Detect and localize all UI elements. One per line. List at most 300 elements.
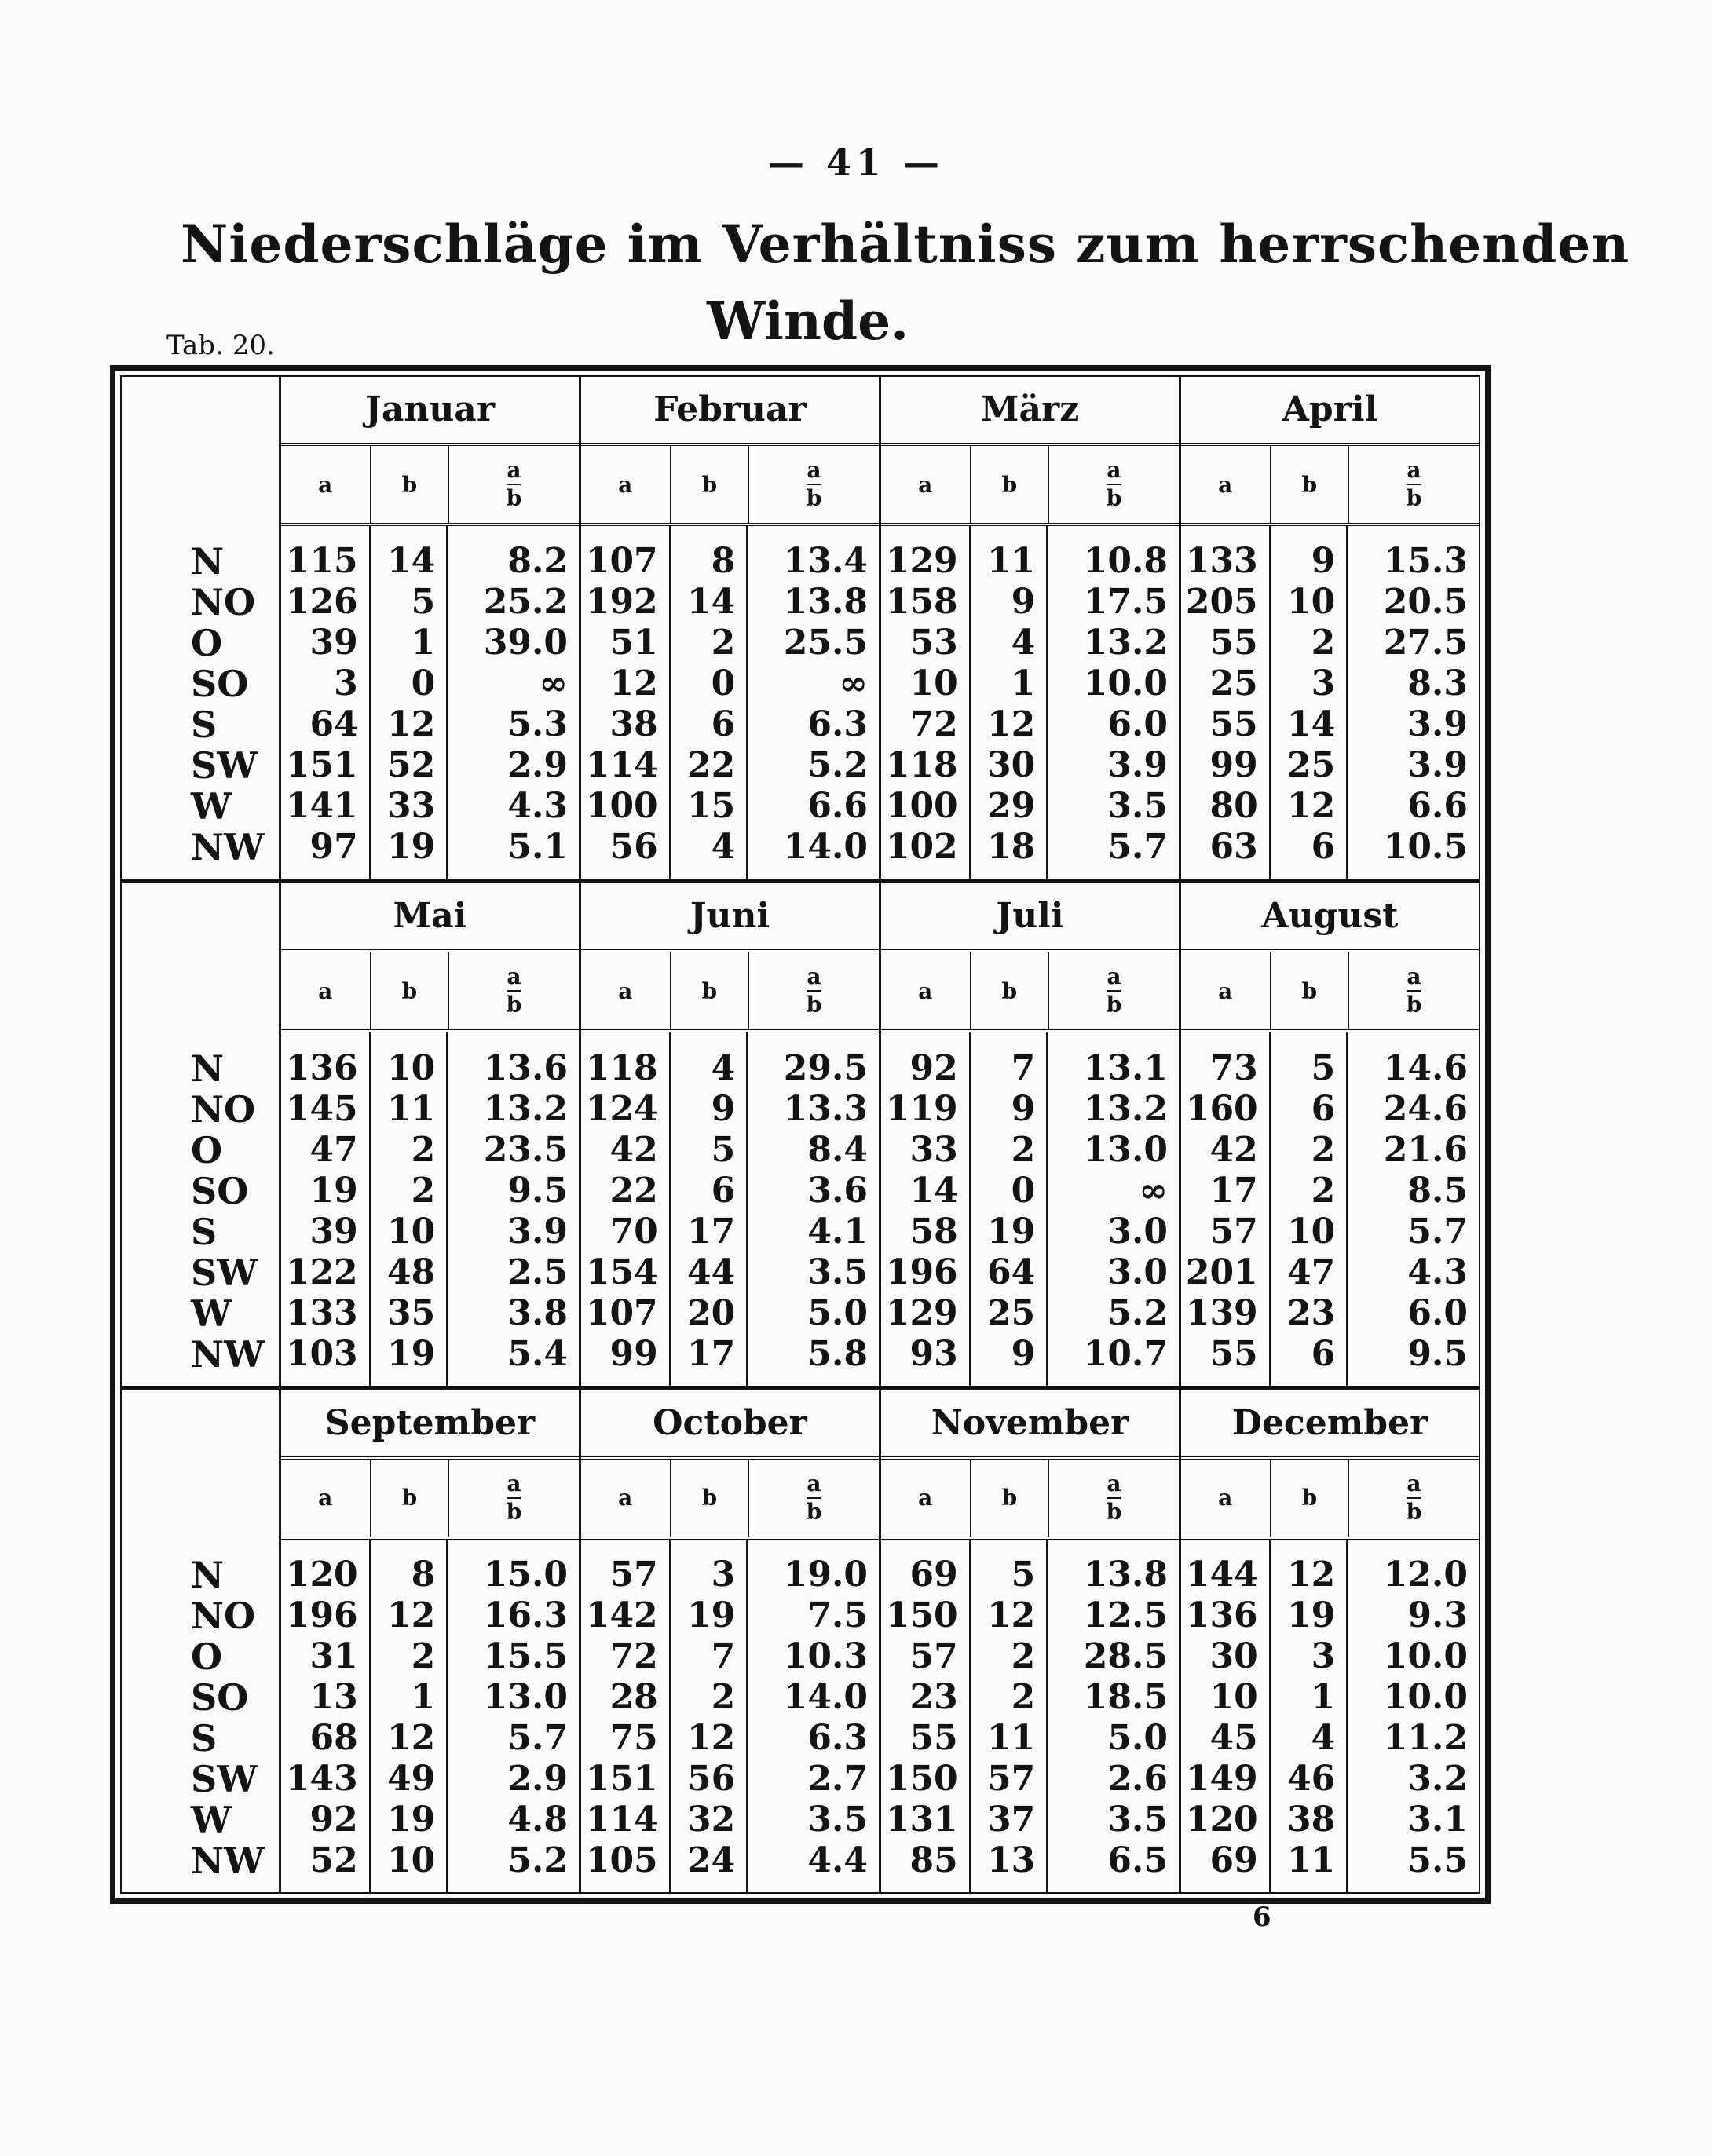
month-values bbox=[881, 1032, 1179, 1385]
column-header-ratio bbox=[1049, 446, 1179, 523]
value-a: 136 bbox=[1185, 1595, 1258, 1635]
value-ratio: 9.5 bbox=[507, 1170, 568, 1211]
value-a: 63 bbox=[1209, 827, 1258, 868]
ratio-fraction bbox=[507, 459, 522, 510]
ratio-fraction bbox=[1407, 1472, 1422, 1524]
month-name: Juli bbox=[881, 883, 1179, 952]
value-ratio: 12.0 bbox=[1383, 1554, 1468, 1595]
value-ratio: ∞ bbox=[1139, 1170, 1168, 1211]
direction-list bbox=[122, 541, 279, 868]
value-a: 126 bbox=[285, 582, 358, 623]
page-title-line2: Winde. bbox=[707, 291, 909, 352]
value-ratio: 3.1 bbox=[1407, 1799, 1468, 1840]
ratio-denominator: b bbox=[1406, 992, 1422, 1018]
value-ratio: 12.5 bbox=[1083, 1595, 1168, 1635]
value-b: 5 bbox=[1011, 1554, 1036, 1595]
column-a bbox=[281, 1540, 371, 1892]
column-b bbox=[371, 1540, 448, 1892]
value-a: 13 bbox=[309, 1676, 358, 1717]
value-b: 52 bbox=[386, 745, 436, 786]
value-b: 14 bbox=[1286, 704, 1336, 745]
value-ratio: 5.2 bbox=[1107, 1292, 1168, 1333]
value-ratio: 10.0 bbox=[1383, 1635, 1468, 1676]
column-b bbox=[1271, 1540, 1348, 1892]
month-block bbox=[579, 883, 879, 1385]
month-block bbox=[879, 1390, 1179, 1892]
column-header-b: b bbox=[671, 1460, 750, 1537]
value-ratio: 6.3 bbox=[807, 1717, 868, 1758]
value-b: 2 bbox=[1011, 1635, 1036, 1676]
direction-label: SW bbox=[191, 1251, 258, 1294]
value-ratio: 15.5 bbox=[483, 1635, 568, 1676]
value-b: 1 bbox=[1311, 1676, 1336, 1717]
value-b: 5 bbox=[1311, 1047, 1336, 1088]
value-a: 192 bbox=[585, 582, 658, 623]
column-header-ratio bbox=[449, 952, 579, 1029]
ratio-denominator: b bbox=[806, 485, 822, 511]
value-b: 6 bbox=[711, 1170, 736, 1211]
direction-label: S bbox=[191, 1210, 218, 1253]
value-a: 72 bbox=[909, 704, 958, 745]
month-block bbox=[1179, 1390, 1479, 1892]
direction-label: W bbox=[191, 1798, 232, 1841]
value-b: 2 bbox=[411, 1635, 436, 1676]
sub-header-row bbox=[1181, 1460, 1479, 1540]
value-b: 10 bbox=[1286, 1211, 1336, 1252]
value-b: 2 bbox=[1011, 1676, 1036, 1717]
table-label: Tab. 20. bbox=[166, 330, 275, 361]
value-b: 56 bbox=[686, 1758, 736, 1799]
direction-label: O bbox=[191, 1128, 223, 1171]
value-ratio: 5.7 bbox=[1407, 1211, 1468, 1252]
value-a: 99 bbox=[609, 1333, 658, 1374]
page-number: — 41 — bbox=[767, 141, 945, 184]
column-header-ratio bbox=[749, 1460, 879, 1537]
value-a: 92 bbox=[309, 1799, 358, 1840]
column-header-b: b bbox=[1271, 446, 1350, 523]
column-b bbox=[971, 526, 1048, 879]
direction-label: N bbox=[191, 540, 225, 583]
value-a: 38 bbox=[609, 704, 658, 745]
value-a: 160 bbox=[1185, 1088, 1258, 1129]
value-a: 158 bbox=[885, 582, 958, 623]
value-a: 118 bbox=[885, 745, 958, 786]
value-a: 92 bbox=[909, 1047, 958, 1088]
value-ratio: 6.5 bbox=[1107, 1840, 1168, 1880]
value-a: 107 bbox=[585, 1292, 658, 1333]
value-ratio: 5.3 bbox=[507, 704, 568, 745]
value-ratio: 15.0 bbox=[483, 1554, 568, 1595]
value-ratio: 13.8 bbox=[783, 582, 868, 623]
value-a: 103 bbox=[285, 1333, 358, 1374]
value-ratio: 16.3 bbox=[483, 1595, 568, 1635]
value-a: 115 bbox=[285, 541, 358, 582]
month-name: September bbox=[281, 1390, 579, 1460]
value-b: 2 bbox=[711, 1676, 736, 1717]
sub-header-row bbox=[1181, 446, 1479, 526]
value-a: 205 bbox=[1185, 582, 1258, 623]
direction-label: SW bbox=[191, 1757, 258, 1800]
column-header-a: a bbox=[581, 446, 671, 523]
sub-header-row bbox=[881, 446, 1179, 526]
column-header-a: a bbox=[881, 446, 971, 523]
month-block bbox=[1179, 883, 1479, 1385]
value-ratio: 3.9 bbox=[1107, 745, 1168, 786]
value-b: 10 bbox=[386, 1047, 436, 1088]
value-a: 55 bbox=[1209, 623, 1258, 663]
value-ratio: 6.3 bbox=[807, 704, 868, 745]
value-ratio: 28.5 bbox=[1083, 1635, 1168, 1676]
column-b bbox=[371, 1032, 448, 1385]
column-a bbox=[1181, 526, 1271, 879]
ratio-fraction bbox=[807, 1472, 822, 1524]
month-values bbox=[581, 1540, 879, 1892]
value-b: 20 bbox=[686, 1292, 736, 1333]
sub-header-row bbox=[881, 1460, 1179, 1540]
value-ratio: 10.3 bbox=[783, 1635, 868, 1676]
direction-label: W bbox=[191, 785, 232, 828]
month-block bbox=[879, 377, 1179, 879]
ratio-numerator: a bbox=[1107, 963, 1121, 990]
value-b: 8 bbox=[711, 541, 736, 582]
value-b: 2 bbox=[1311, 623, 1336, 663]
value-a: 201 bbox=[1185, 1252, 1258, 1292]
month-values bbox=[1181, 1032, 1479, 1385]
column-a bbox=[881, 1032, 971, 1385]
value-ratio: 15.3 bbox=[1383, 541, 1468, 582]
direction-label: NO bbox=[191, 1087, 256, 1131]
value-a: 45 bbox=[1209, 1717, 1258, 1758]
value-b: 0 bbox=[711, 663, 736, 704]
value-ratio: 25.5 bbox=[783, 623, 868, 663]
value-b: 5 bbox=[711, 1129, 736, 1170]
value-ratio: 19.0 bbox=[783, 1554, 868, 1595]
direction-label: NO bbox=[191, 1594, 256, 1637]
value-a: 141 bbox=[285, 786, 358, 827]
value-a: 129 bbox=[885, 541, 958, 582]
value-a: 105 bbox=[585, 1840, 658, 1880]
column-ratio bbox=[1048, 1032, 1179, 1385]
value-b: 6 bbox=[711, 704, 736, 745]
direction-label: SO bbox=[191, 1169, 249, 1212]
value-b: 0 bbox=[1011, 1170, 1036, 1211]
value-b: 7 bbox=[1011, 1047, 1036, 1088]
month-name: Februar bbox=[581, 377, 879, 446]
value-a: 196 bbox=[285, 1595, 358, 1635]
value-ratio: 5.0 bbox=[807, 1292, 868, 1333]
value-a: 151 bbox=[285, 745, 358, 786]
column-header-a: a bbox=[1181, 952, 1271, 1029]
column-a bbox=[281, 526, 371, 879]
column-header-b: b bbox=[371, 1460, 450, 1537]
value-a: 55 bbox=[1209, 704, 1258, 745]
value-b: 47 bbox=[1286, 1252, 1336, 1292]
ratio-denominator: b bbox=[506, 485, 522, 511]
value-ratio: 5.2 bbox=[807, 745, 868, 786]
value-b: 9 bbox=[1011, 1333, 1036, 1374]
direction-list bbox=[122, 1048, 279, 1375]
value-ratio: 18.5 bbox=[1083, 1676, 1168, 1717]
value-b: 1 bbox=[411, 623, 436, 663]
value-a: 80 bbox=[1209, 786, 1258, 827]
value-a: 10 bbox=[909, 663, 958, 704]
value-a: 31 bbox=[309, 1635, 358, 1676]
value-ratio: 8.5 bbox=[1407, 1170, 1468, 1211]
value-b: 29 bbox=[986, 786, 1036, 827]
value-ratio: 13.3 bbox=[783, 1088, 868, 1129]
value-ratio: 2.9 bbox=[507, 1758, 568, 1799]
value-a: 119 bbox=[885, 1088, 958, 1129]
value-ratio: 8.3 bbox=[1407, 663, 1468, 704]
value-a: 139 bbox=[1185, 1292, 1258, 1333]
column-header-b: b bbox=[671, 446, 750, 523]
month-values bbox=[881, 1540, 1179, 1892]
value-ratio: 10.7 bbox=[1083, 1333, 1168, 1374]
value-ratio: 6.6 bbox=[1407, 786, 1468, 827]
ratio-denominator: b bbox=[506, 992, 522, 1018]
value-b: 17 bbox=[686, 1211, 736, 1252]
ratio-numerator: a bbox=[1407, 1470, 1421, 1496]
value-b: 37 bbox=[986, 1799, 1036, 1840]
value-a: 122 bbox=[285, 1252, 358, 1292]
value-b: 2 bbox=[411, 1170, 436, 1211]
sub-header-row bbox=[581, 1460, 879, 1540]
value-b: 9 bbox=[1011, 582, 1036, 623]
column-header-b: b bbox=[971, 952, 1050, 1029]
value-b: 19 bbox=[1286, 1595, 1336, 1635]
column-header-ratio bbox=[449, 1460, 579, 1537]
value-ratio: 2.9 bbox=[507, 745, 568, 786]
column-header-ratio bbox=[449, 446, 579, 523]
month-values bbox=[281, 1032, 579, 1385]
value-b: 25 bbox=[1286, 745, 1336, 786]
value-ratio: 4.8 bbox=[507, 1799, 568, 1840]
value-a: 144 bbox=[1185, 1554, 1258, 1595]
value-a: 196 bbox=[885, 1252, 958, 1292]
value-ratio: 14.0 bbox=[783, 1676, 868, 1717]
month-name: November bbox=[881, 1390, 1179, 1460]
ratio-fraction bbox=[1107, 1472, 1122, 1524]
value-ratio: 5.7 bbox=[507, 1717, 568, 1758]
value-b: 23 bbox=[1286, 1292, 1336, 1333]
column-header-b: b bbox=[671, 952, 750, 1029]
value-a: 42 bbox=[609, 1129, 658, 1170]
value-b: 6 bbox=[1311, 827, 1336, 868]
month-name: Mai bbox=[281, 883, 579, 952]
value-b: 3 bbox=[711, 1554, 736, 1595]
value-ratio: 17.5 bbox=[1083, 582, 1168, 623]
sub-header-row bbox=[281, 446, 579, 526]
value-ratio: 23.5 bbox=[483, 1129, 568, 1170]
month-name: December bbox=[1181, 1390, 1479, 1460]
value-ratio: 2.5 bbox=[507, 1252, 568, 1292]
column-ratio bbox=[1348, 1540, 1479, 1892]
direction-label: NO bbox=[191, 581, 256, 624]
ratio-fraction bbox=[1407, 965, 1422, 1017]
value-b: 10 bbox=[386, 1840, 436, 1880]
value-a: 56 bbox=[609, 827, 658, 868]
direction-label: S bbox=[191, 703, 218, 747]
value-ratio: 27.5 bbox=[1383, 623, 1468, 663]
value-ratio: 3.9 bbox=[507, 1211, 568, 1252]
column-header-b: b bbox=[371, 446, 450, 523]
value-b: 14 bbox=[686, 582, 736, 623]
value-a: 33 bbox=[909, 1129, 958, 1170]
value-ratio: 3.5 bbox=[807, 1799, 868, 1840]
value-ratio: 3.9 bbox=[1407, 745, 1468, 786]
ratio-numerator: a bbox=[507, 457, 521, 483]
value-ratio: 13.6 bbox=[483, 1047, 568, 1088]
value-ratio: 3.5 bbox=[807, 1252, 868, 1292]
value-ratio: 10.8 bbox=[1083, 541, 1168, 582]
value-b: 10 bbox=[1286, 582, 1336, 623]
value-a: 75 bbox=[609, 1717, 658, 1758]
ratio-fraction bbox=[1407, 459, 1422, 510]
value-a: 57 bbox=[1209, 1211, 1258, 1252]
value-a: 131 bbox=[885, 1799, 958, 1840]
column-header-b: b bbox=[1271, 1460, 1350, 1537]
column-ratio bbox=[1348, 1032, 1479, 1385]
value-b: 17 bbox=[686, 1333, 736, 1374]
value-a: 55 bbox=[1209, 1333, 1258, 1374]
value-a: 136 bbox=[285, 1047, 358, 1088]
ratio-fraction bbox=[807, 459, 822, 510]
ratio-numerator: a bbox=[507, 963, 521, 990]
value-a: 53 bbox=[909, 623, 958, 663]
value-b: 19 bbox=[386, 1333, 436, 1374]
value-b: 7 bbox=[711, 1635, 736, 1676]
value-b: 12 bbox=[986, 704, 1036, 745]
direction-label: NW bbox=[191, 826, 265, 869]
value-ratio: 2.6 bbox=[1107, 1758, 1168, 1799]
month-values bbox=[281, 526, 579, 879]
value-ratio: 5.0 bbox=[1107, 1717, 1168, 1758]
ratio-fraction bbox=[1107, 965, 1122, 1017]
value-b: 11 bbox=[386, 1088, 436, 1129]
value-ratio: 5.2 bbox=[507, 1840, 568, 1880]
column-b bbox=[1271, 1032, 1348, 1385]
value-a: 69 bbox=[1209, 1840, 1258, 1880]
value-ratio: 13.0 bbox=[483, 1676, 568, 1717]
ratio-numerator: a bbox=[507, 1470, 521, 1496]
value-ratio: 13.8 bbox=[1083, 1554, 1168, 1595]
month-block bbox=[279, 377, 579, 879]
column-header-a: a bbox=[281, 1460, 371, 1537]
value-a: 64 bbox=[309, 704, 358, 745]
value-b: 4 bbox=[711, 827, 736, 868]
month-name: August bbox=[1181, 883, 1479, 952]
value-b: 12 bbox=[1286, 1554, 1336, 1595]
value-a: 118 bbox=[585, 1047, 658, 1088]
value-b: 4 bbox=[1311, 1717, 1336, 1758]
column-ratio bbox=[448, 1032, 579, 1385]
value-ratio: 25.2 bbox=[483, 582, 568, 623]
value-ratio: 4.3 bbox=[507, 786, 568, 827]
value-b: 12 bbox=[386, 1717, 436, 1758]
column-b bbox=[371, 526, 448, 879]
value-ratio: 29.5 bbox=[783, 1047, 868, 1088]
column-ratio bbox=[748, 1540, 879, 1892]
value-ratio: 6.0 bbox=[1407, 1292, 1468, 1333]
value-b: 6 bbox=[1311, 1088, 1336, 1129]
direction-label: NW bbox=[191, 1839, 265, 1882]
value-ratio: 39.0 bbox=[483, 623, 568, 663]
value-ratio: 10.0 bbox=[1083, 663, 1168, 704]
value-b: 33 bbox=[386, 786, 436, 827]
month-block bbox=[879, 883, 1179, 1385]
value-a: 73 bbox=[1209, 1047, 1258, 1088]
precipitation-wind-table bbox=[110, 365, 1491, 1904]
value-ratio: 5.5 bbox=[1407, 1840, 1468, 1880]
ratio-fraction bbox=[507, 965, 522, 1017]
sub-header-row bbox=[581, 446, 879, 526]
value-ratio: 3.9 bbox=[1407, 704, 1468, 745]
value-b: 10 bbox=[386, 1211, 436, 1252]
column-ratio bbox=[448, 526, 579, 879]
month-name: April bbox=[1181, 377, 1479, 446]
value-a: 142 bbox=[585, 1595, 658, 1635]
ratio-denominator: b bbox=[1106, 1498, 1122, 1525]
month-values bbox=[1181, 1540, 1479, 1892]
value-a: 150 bbox=[885, 1595, 958, 1635]
ratio-numerator: a bbox=[807, 457, 821, 483]
value-a: 154 bbox=[585, 1252, 658, 1292]
value-ratio: 8.2 bbox=[507, 541, 568, 582]
signature-mark: 6 bbox=[1253, 1902, 1271, 1933]
value-ratio: 11.2 bbox=[1383, 1717, 1468, 1758]
page-title-line1: Niederschläge im Verhältniss zum herrschenden bbox=[181, 214, 1630, 275]
value-ratio: 13.1 bbox=[1083, 1047, 1168, 1088]
column-header-ratio bbox=[1349, 446, 1479, 523]
value-b: 2 bbox=[711, 623, 736, 663]
value-ratio: 2.7 bbox=[807, 1758, 868, 1799]
column-a bbox=[581, 1540, 671, 1892]
column-a bbox=[281, 1032, 371, 1385]
value-a: 42 bbox=[1209, 1129, 1258, 1170]
value-ratio: 10.0 bbox=[1383, 1676, 1468, 1717]
value-b: 3 bbox=[1311, 1635, 1336, 1676]
month-values bbox=[881, 526, 1179, 879]
value-ratio: 4.1 bbox=[807, 1211, 868, 1252]
value-ratio: 6.6 bbox=[807, 786, 868, 827]
column-a bbox=[581, 1032, 671, 1385]
value-ratio: 3.0 bbox=[1107, 1211, 1168, 1252]
ratio-denominator: b bbox=[1106, 992, 1122, 1018]
value-b: 19 bbox=[986, 1211, 1036, 1252]
month-values bbox=[581, 526, 879, 879]
column-ratio bbox=[1048, 526, 1179, 879]
value-b: 12 bbox=[386, 704, 436, 745]
ratio-fraction bbox=[507, 1472, 522, 1524]
value-a: 124 bbox=[585, 1088, 658, 1129]
value-ratio: 7.5 bbox=[807, 1595, 868, 1635]
value-b: 12 bbox=[386, 1595, 436, 1635]
month-block bbox=[279, 1390, 579, 1892]
month-block bbox=[579, 377, 879, 879]
value-a: 151 bbox=[585, 1758, 658, 1799]
value-a: 100 bbox=[885, 786, 958, 827]
ratio-numerator: a bbox=[807, 1470, 821, 1496]
value-ratio: 13.2 bbox=[1083, 623, 1168, 663]
value-ratio: 13.4 bbox=[783, 541, 868, 582]
value-ratio: 5.1 bbox=[507, 827, 568, 868]
value-b: 22 bbox=[686, 745, 736, 786]
value-b: 11 bbox=[986, 541, 1036, 582]
column-ratio bbox=[1348, 526, 1479, 879]
value-b: 64 bbox=[986, 1252, 1036, 1292]
sub-header-row bbox=[281, 952, 579, 1032]
value-ratio: 13.2 bbox=[483, 1088, 568, 1129]
